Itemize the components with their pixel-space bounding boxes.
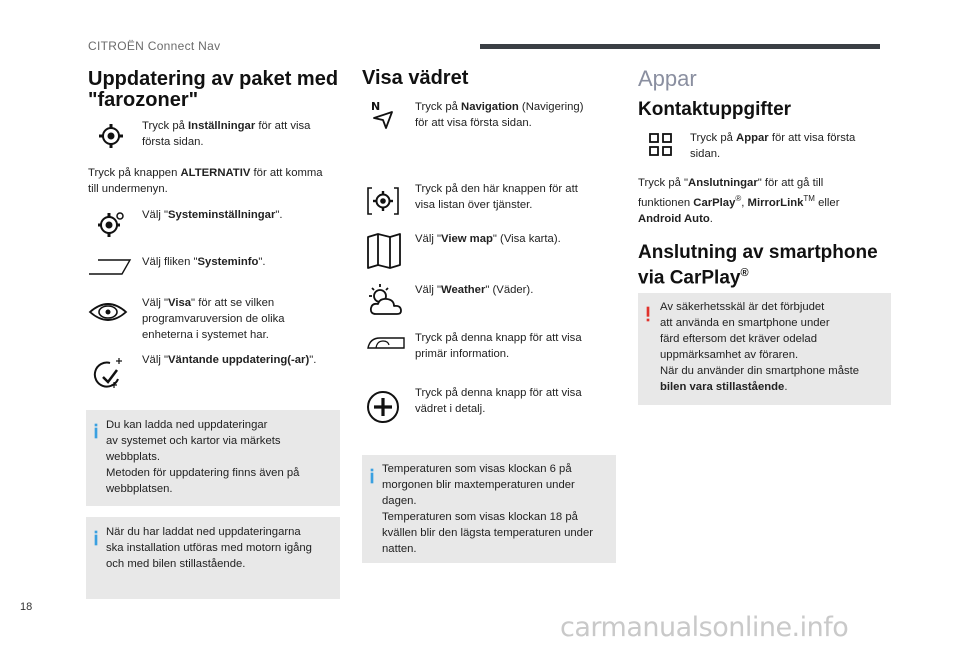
weather-icon [364, 282, 406, 318]
col1-step4: Välj "Visa" för att se vilken programvaruversion de olika enheterna i systemet har. [142, 297, 285, 341]
navigation-icon [370, 98, 396, 130]
primary-info-icon [366, 334, 406, 350]
col3-heading1: Kontaktuppgifter [638, 99, 792, 120]
system-settings-icon [96, 210, 126, 238]
col1-heading [88, 69, 338, 111]
col2-step1: Tryck på Navigation (Navigering) för att visa första sidan. [415, 101, 584, 129]
col2-step6: Tryck på denna knapp för att visa vädret i detalj. [415, 387, 582, 415]
eye-icon [88, 300, 128, 324]
apps-grid-icon [649, 133, 673, 157]
col3-para: Tryck på "Anslutningar" för att gå till funktionen CarPlay®, MirrorLink™ eller Android Auto. [638, 177, 840, 225]
page-number: 18 [20, 601, 33, 613]
col1-step3: Välj fliken "Systeminfo". [142, 256, 266, 268]
col3-heading2: Anslutning av smartphone via CarPlay® [638, 242, 878, 289]
col1-para1: Tryck på knappen ALTERNATIV för att komma till undermenyn. [88, 167, 323, 195]
gear-icon [98, 123, 124, 149]
tab-icon [88, 258, 132, 276]
col2-step2: Tryck på den här knappen för att visa listan över tjänster. [415, 183, 578, 211]
col2-step3: Välj "View map" (Visa karta). [415, 233, 561, 245]
col1-step5: Välj "Väntande uppdatering(-ar)". [142, 354, 317, 366]
col1-heading-line1: Uppdatering av paket med [88, 68, 339, 90]
col1-info-note1: Du kan ladda ned uppdateringar av systemet och kartor via märkets webbplats. Metoden för uppdatering finns även på webbplatsen. [86, 410, 340, 506]
header-bar [480, 44, 880, 49]
col2-heading: Visa vädret [362, 67, 469, 89]
col2-step4: Välj "Weather" (Väder). [415, 284, 534, 296]
info-icon [370, 465, 374, 487]
col1-step2: Välj "Systeminställningar". [142, 209, 283, 221]
col3-step1: Tryck på Appar för att visa första sidan. [690, 132, 856, 160]
map-icon [366, 233, 402, 269]
header-title: CITROËN Connect Nav [88, 39, 221, 53]
svg-text:N: N [371, 100, 381, 113]
info-icon [94, 527, 98, 549]
col3-warning-note: Av säkerhetsskäl är det förbjudet att använda en smartphone under färd eftersom det kräver odelad uppmärksamhet av föraren. När du använder din smartphone måste bilen vara stillastående. [638, 293, 891, 405]
col3-section-title: Appar [638, 66, 697, 91]
watermark: carmanualsonline.info [560, 612, 849, 643]
info-icon [94, 420, 98, 442]
plus-circle-icon [366, 390, 400, 424]
col1-step1: Tryck på Inställningar för att visa första sidan. [142, 120, 311, 148]
col1-heading-line2: "farozoner" [88, 89, 199, 111]
col2-step5: Tryck på denna knapp för att visa primär information. [415, 332, 582, 360]
pending-update-icon [88, 355, 128, 391]
col1-info-note2: När du har laddat ned uppdateringarna ska installation utföras med motorn igång och med bilen stillastående. [86, 517, 340, 599]
warning-icon [646, 303, 650, 325]
services-icon [364, 186, 402, 216]
col2-info-note: Temperaturen som visas klockan 6 på morgonen blir maxtemperaturen under dagen. Temperaturen som visas klockan 18 på kvällen blir den lägsta temperaturen under natten. [362, 455, 616, 563]
